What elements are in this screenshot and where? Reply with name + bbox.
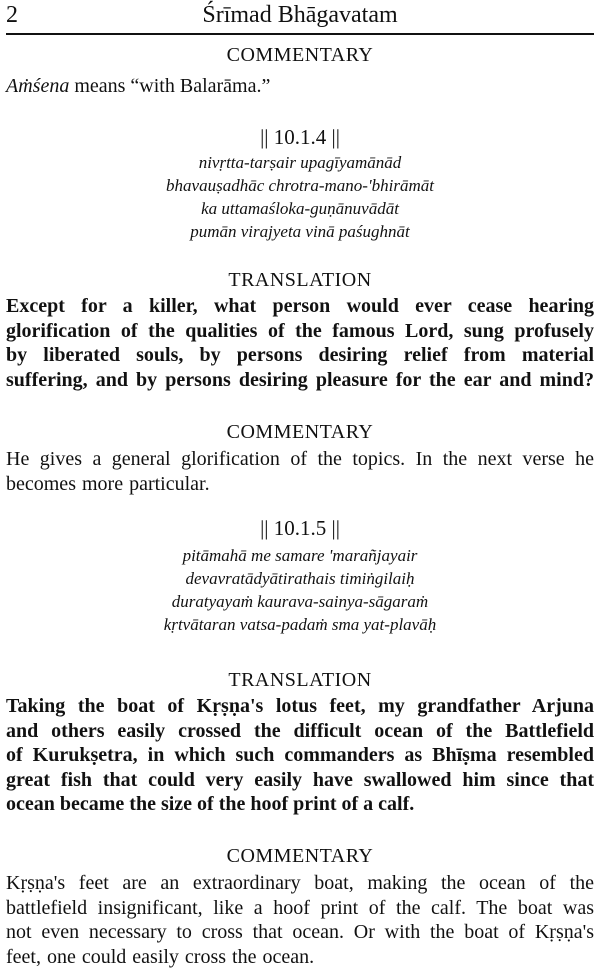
translation-text-2 bbox=[6, 694, 594, 817]
verse-number-10-1-5: || 10.1.5 || bbox=[260, 516, 340, 540]
translation-line: by liberated souls, by persons desiring relief from material bbox=[6, 344, 594, 366]
translation-line: and others easily crossed the difficult ocean of the Battlefield bbox=[6, 719, 594, 742]
verse-line: devavratādyātirathais timiṅgilaiḥ bbox=[185, 569, 415, 588]
commentary-line-rest: means “with Balarāma.” bbox=[69, 75, 271, 97]
header-rule bbox=[6, 33, 594, 35]
translation-line: Except for a killer, what person would ever cease hearing bbox=[6, 295, 594, 317]
verse-number-10-1-4: || 10.1.4 || bbox=[260, 125, 340, 149]
verse-line: pitāmahā me samare 'marañjayair bbox=[182, 546, 418, 565]
commentary-line: Kṛṣṇa's feet are an extraordinary boat, making the ocean of the bbox=[6, 872, 594, 894]
commentary-line: battlefield insignificant, like a hoof print of the calf. The boat was bbox=[6, 896, 594, 919]
translation-line: suffering, and by persons desiring pleasure for the ear and mind? bbox=[6, 368, 594, 391]
translation-line: Taking the boat of Kṛṣṇa's lotus feet, my grandfather Arjuna bbox=[6, 695, 594, 717]
translation-heading-1: TRANSLATION bbox=[228, 269, 372, 291]
translation-text-1 bbox=[6, 294, 594, 392]
translation-heading-2: TRANSLATION bbox=[228, 669, 372, 691]
commentary-line: not even necessary to cross that ocean. Or with the boat of Kṛṣṇa's bbox=[6, 921, 594, 943]
verse-line: duratyayaṁ kaurava-sainya-sāgaraṁ bbox=[171, 592, 429, 611]
verse-line: ka uttamaśloka-guṇānuvādāt bbox=[201, 199, 399, 218]
page-number: 2 bbox=[6, 2, 18, 28]
translation-line: of Kurukṣetra, in which such commanders as Bhīṣma resembled bbox=[6, 744, 594, 766]
translation-line: ocean became the size of the hoof print of a calf. bbox=[6, 793, 415, 815]
commentary-text-3 bbox=[6, 871, 594, 969]
commentary-heading-1: COMMENTARY bbox=[226, 44, 374, 66]
verse-line: kṛtvātaran vatsa-padaṁ sma yat-plavāḥ bbox=[163, 615, 437, 634]
verse-line: nivṛtta-tarṣair upagīyamānād bbox=[198, 153, 402, 172]
commentary-text-2 bbox=[6, 447, 594, 496]
commentary-line bbox=[6, 74, 594, 99]
commentary-heading-2: COMMENTARY bbox=[226, 421, 374, 443]
running-title: Śrīmad Bhāgavatam bbox=[202, 2, 398, 28]
verse-line: bhavauṣadhāc chrotra-mano-'bhirāmāt bbox=[166, 176, 434, 195]
commentary-heading-3: COMMENTARY bbox=[226, 845, 374, 867]
commentary-text-1 bbox=[6, 74, 594, 99]
commentary-line: He gives a general glorification of the topics. In the next verse he bbox=[6, 448, 594, 470]
translation-line: great fish that could very easily have swallowed him since that bbox=[6, 768, 594, 791]
verse-line: pumān virajyeta vinā paśughnāt bbox=[190, 222, 410, 241]
page-header bbox=[0, 0, 600, 40]
translation-line: glorification of the qualities of the famous Lord, sung profusely bbox=[6, 319, 594, 342]
commentary-line: feet, one could easily cross the ocean. bbox=[6, 945, 315, 968]
commentary-line: becomes more particular. bbox=[6, 472, 210, 495]
sanskrit-term: Aṁśena bbox=[6, 75, 70, 97]
